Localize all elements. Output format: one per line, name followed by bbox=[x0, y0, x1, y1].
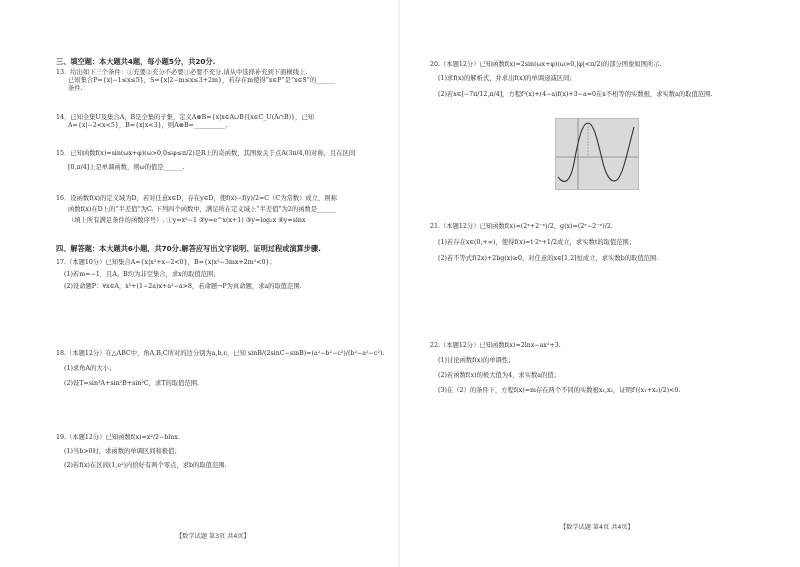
q15-line-1: 15．已知函数f(x)=sin(ωx+φ)(ω>0,0≤φ≤π/2)是R上的奇函数，其图象关于点A(3π/4,0)对称，且在区间 bbox=[56, 150, 356, 157]
q22-line-4: (3)在（2）的条件下，方程f(x)=m存在两个不同的实数根x₁,x₂，证明f′((x₁+x₂)/2)<0. bbox=[438, 387, 681, 394]
q13-line-3: 条件. bbox=[68, 85, 83, 93]
q21-line-1: 21.（本题12分）已知函数f(x)=(2ˣ+2⁻ˣ)/2，g(x)=(2ˣ−2⁻ˣ)/2. bbox=[430, 223, 613, 230]
q16-line-3: （填上所有满足条件的函数序号）. ①y=x³−1 ②y=e^x(x+1) ③y=log₂x ④y=sinx bbox=[68, 217, 306, 224]
question-18 bbox=[56, 346, 384, 391]
q20-line-1: 20.（本题12分）已知函数f(x)=2sin(ωx+φ)(ω>0,|φ|<π/2)的部分图象如图所示. bbox=[430, 61, 662, 68]
question-20 bbox=[430, 58, 712, 104]
q18-line-3: (2)设T=sin²A+sin²B+sin²C，求T的取值范围. bbox=[64, 380, 199, 387]
q22-line-2: (1)讨论函数f(x)的单调性； bbox=[438, 357, 515, 364]
q18-line-2: (1)求角A的大小； bbox=[64, 365, 116, 372]
q17-line-1: 17.（本题10分）已知集合A={x|x²+x−2<0}，B={x|x²−3mx+2m²<0}； bbox=[56, 259, 276, 266]
q13-line-2: 已知集合P={x|−1≤x≤5}，S={x|2−m≤x≤3+2m}，若存在m使得“x∈P”是“x∈S”的______ bbox=[68, 77, 336, 85]
q16-line-1: 16．设函数f(x)的定义域为D，若对任意x∈D，存在y∈D，使f(x)−f(y)/2=C（C为常数）成立，则称 bbox=[56, 195, 337, 202]
q16-line-2: 函数f(x)在D上的“半差值”为C. 下列四个函数中，满足所在定义域上“半差值”为2的函数是______ bbox=[68, 206, 337, 213]
sine-graph-figure bbox=[555, 118, 639, 190]
question-17 bbox=[56, 257, 302, 293]
page-footer-3: 【数学试题 第3页 共4页】 bbox=[176, 533, 250, 540]
question-15 bbox=[56, 147, 355, 175]
question-16 bbox=[56, 193, 337, 226]
q19-line-1: 19.（本题12分）已知函数f(x)=x²/2−blnx. bbox=[56, 434, 180, 441]
q19-line-3: (2)若f(x)在区间(1,e²)内恰好有两个零点，求b的取值范围. bbox=[64, 462, 227, 469]
q22-line-3: (2)若函数f(x)的极大值为4，求实数a的值； bbox=[438, 372, 560, 379]
question-19 bbox=[56, 431, 227, 473]
question-14 bbox=[56, 114, 314, 130]
q19-line-2: (1)当b>0时，求函数的单调区间和极值； bbox=[64, 448, 181, 455]
page-footer-4: 【数学试题 第4页 共4页】 bbox=[560, 524, 634, 531]
q14-line-2: A={x|−2<x<5}，B={x|x<3}，则A⊗B=__________. bbox=[68, 122, 228, 130]
question-22 bbox=[430, 338, 680, 398]
sine-graph-svg bbox=[556, 119, 638, 189]
question-21 bbox=[430, 219, 658, 267]
q17-line-2: (1)若m=−1，且A，B均为非空集合，求x的取值范围； bbox=[64, 271, 220, 278]
q22-line-1: 22.（本题12分）已知函数f(x)=2lnx−ax²+3. bbox=[430, 342, 561, 349]
section-fill-in-heading: 三、填空题：本大题共4题，每小题5分，共20分. bbox=[56, 57, 216, 66]
q21-line-2: (1)若存在x∈(0,+∞)，使得f(x)=t·2ˣ+1/2成立，求实数t的取值范围； bbox=[438, 239, 636, 246]
question-13 bbox=[56, 69, 335, 94]
q20-line-3: (2)若x∈[−7π/12,π/4]，方程f²(x)+(4−a)f(x)+3−a=0在x不相等的实数根，求实数a的取值范围. bbox=[438, 91, 713, 98]
q15-line-2: [0,π/4]上是单调函数，则ω的值是______. bbox=[68, 164, 185, 171]
right-page bbox=[400, 0, 800, 567]
q13-line-1: 13．给出如下三个条件：①充要②充分不必要③必要不充分.请从中选择补充到下面横线上. bbox=[56, 69, 308, 76]
q17-line-3: (2)设命题P：∀x∈A，x²+(1−2a)x+a²−a>8，若命题¬P为真命题，求a的取值范围. bbox=[64, 283, 302, 290]
q20-line-2: (1)求f(x)的解析式，并求出f(x)的单调递减区间； bbox=[438, 75, 576, 82]
q18-line-1: 18.（本题12分）在△ABC中，角A,B,C所对的边分别为a,b,c，已知 sinB/(2sinC−sinB)=(a²−b²−c²)/(b²−a²−c²). bbox=[56, 350, 385, 357]
q21-line-3: (2)若不等式f(2x)+2bg(x)≥0，对任意的x∈[1,2]恒成立，求实数b的取值范围. bbox=[438, 255, 659, 262]
section-answer-heading: 四、解答题：本大题共6小题，共70分.解答应写出文字说明、证明过程或演算步骤. bbox=[56, 244, 321, 253]
q14-line-1: 14．已知全集U及集合A，B是全集的子集，定义A⊗B={x|x∈A∪B且x∈C_U(A∩B)}，已知 bbox=[56, 114, 314, 121]
